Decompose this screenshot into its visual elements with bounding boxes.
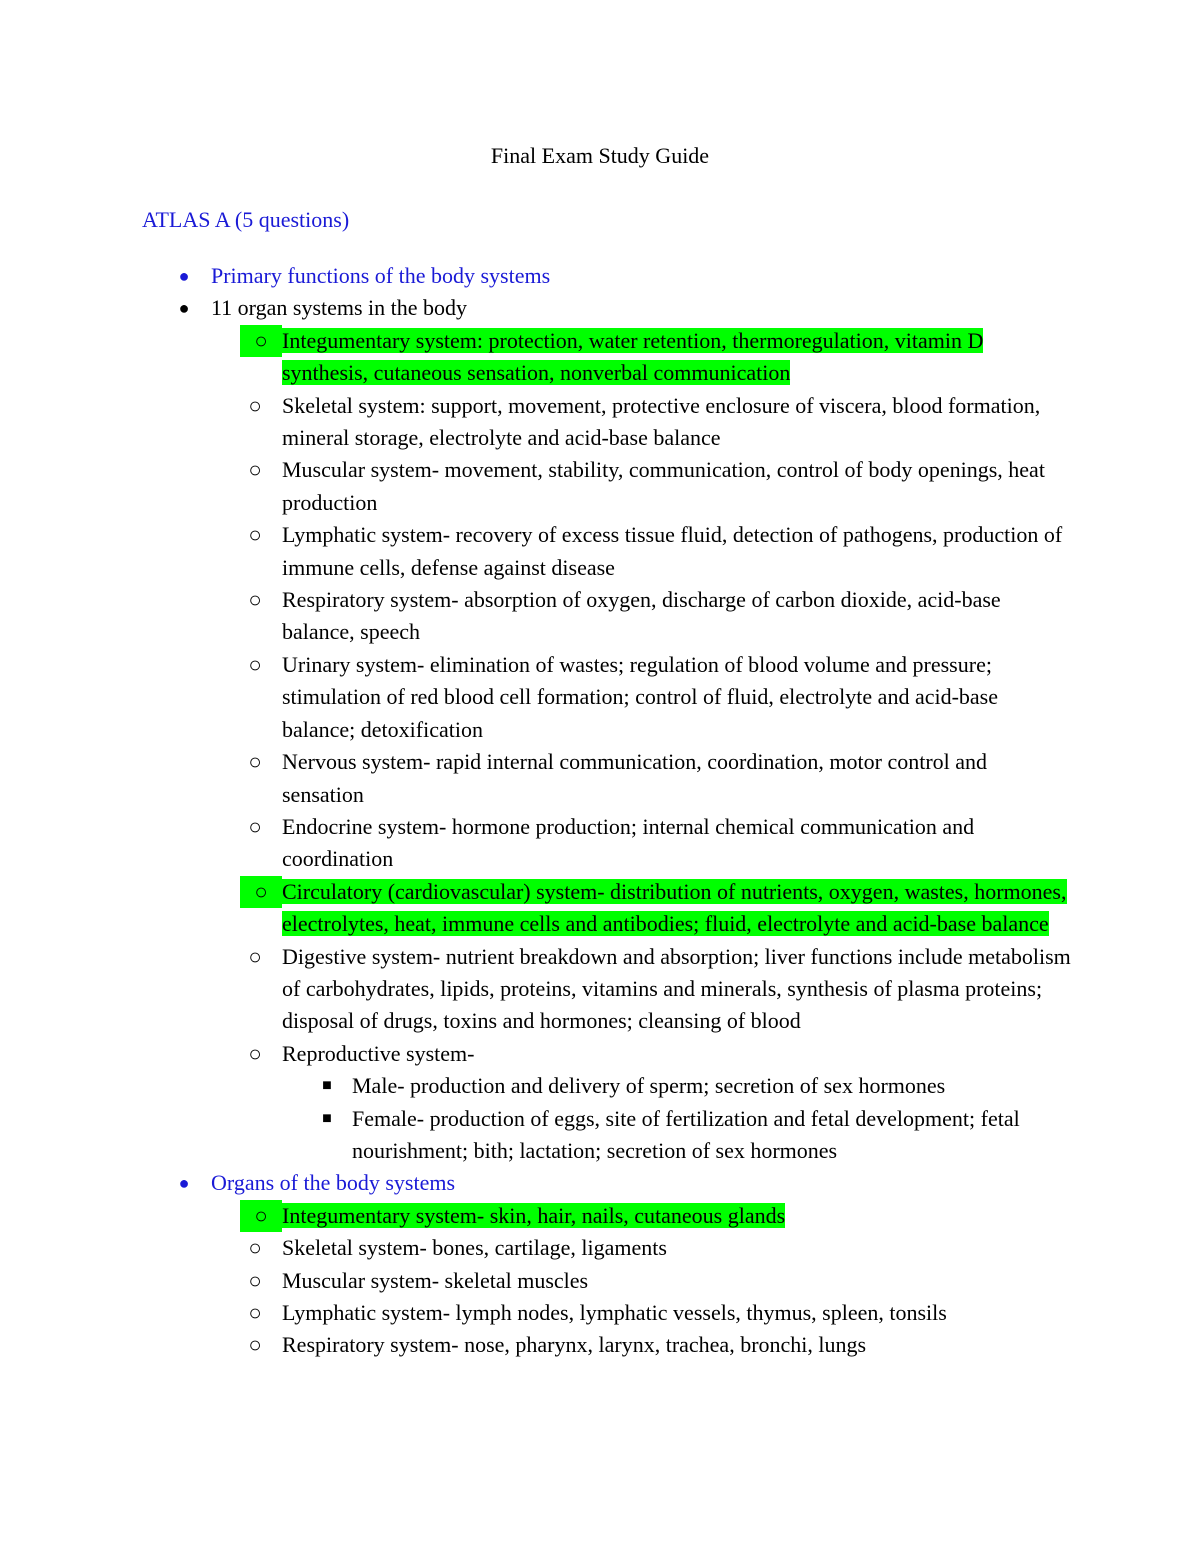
list-item bbox=[0, 1070, 1052, 1102]
bullet-icon: ○ bbox=[248, 522, 262, 548]
list-item-text: Integumentary system- skin, hair, nails, cutaneous glands bbox=[282, 1202, 786, 1228]
list-item bbox=[0, 1265, 1072, 1297]
list-item bbox=[0, 811, 1072, 876]
list-item-text: Endocrine system- hormone production; internal chemical communication and coordination bbox=[282, 813, 975, 872]
list-item bbox=[0, 876, 1072, 941]
section-heading: ATLAS A (5 questions) bbox=[142, 207, 350, 232]
bullet-icon: ○ bbox=[248, 749, 262, 775]
list-item-text: Reproductive system- bbox=[282, 1040, 475, 1066]
bullet-icon: ○ bbox=[248, 1300, 262, 1325]
list-item-text: Lymphatic system- lymph nodes, lymphatic vessels, thymus, spleen, tonsils bbox=[282, 1300, 947, 1325]
list-item-text: Skeletal system: support, movement, protective enclosure of viscera, blood formation, mineral storage, electrolyte and acid-base balance bbox=[282, 392, 1041, 451]
list-item bbox=[0, 1297, 1072, 1329]
bullet-icon: ○ bbox=[248, 457, 262, 483]
list-item bbox=[0, 390, 1072, 455]
bullet-icon: ■ bbox=[322, 1077, 332, 1095]
bullet-icon: ○ bbox=[240, 325, 282, 357]
list-item bbox=[0, 260, 1071, 292]
list-item bbox=[0, 941, 1072, 1038]
list-item bbox=[0, 1329, 1072, 1361]
list-item bbox=[0, 1103, 1052, 1168]
list-item-text: Integumentary system: protection, water retention, thermoregulation, vitamin D synthesis, cutaneous sensation, nonverbal communication bbox=[282, 327, 984, 386]
bullet-icon: ○ bbox=[248, 943, 262, 969]
bullet-icon: ○ bbox=[248, 392, 262, 418]
list-item-text: Urinary system- elimination of wastes; regulation of blood volume and pressure; stimulation of red blood cell formation; control of fluid, electrolyte and acid-base balance; detoxification bbox=[282, 651, 998, 742]
list-item bbox=[0, 649, 1072, 746]
list-item bbox=[0, 584, 1072, 649]
list-item-text: Circulatory (cardiovascular) system- distribution of nutrients, oxygen, wastes, hormones, electrolytes, heat, immune cells and antibodies; fluid, electrolyte and acid-base balance bbox=[282, 878, 1067, 937]
bullet-icon: ○ bbox=[248, 1235, 262, 1261]
list-item bbox=[0, 519, 1072, 584]
bullet-icon: ○ bbox=[248, 587, 262, 613]
list-item bbox=[0, 1200, 1072, 1232]
list-item bbox=[0, 292, 1071, 324]
list-item-text: Lymphatic system- recovery of excess tissue fluid, detection of pathogens, production of immune cells, defense against disease bbox=[282, 522, 1063, 580]
list-item-text: Respiratory system- nose, pharynx, larynx, trachea, bronchi, lungs bbox=[282, 1332, 867, 1358]
list-item-text: Respiratory system- absorption of oxygen, discharge of carbon dioxide, acid-base balance, speech bbox=[282, 587, 1001, 645]
list-item bbox=[0, 746, 1072, 811]
list-item-text: Nervous system- rapid internal communication, coordination, motor control and sensation bbox=[282, 749, 988, 807]
list-item-text: Skeletal system- bones, cartilage, ligaments bbox=[282, 1235, 667, 1261]
list-item bbox=[0, 325, 1072, 390]
bullet-icon: ■ bbox=[322, 1109, 332, 1127]
list-item-text: Digestive system- nutrient breakdown and absorption; liver functions include metabolism of carbohydrates, lipids, proteins, vitamins and minerals, synthesis of plasma proteins; disposal of drugs, toxins and hormones; cleansing of blood bbox=[282, 943, 1071, 1034]
bullet-icon: ● bbox=[178, 266, 190, 286]
bullet-outline bbox=[0, 260, 1200, 1362]
bullet-icon: ○ bbox=[240, 1200, 282, 1232]
list-item-text: Male- production and delivery of sperm; secretion of sex hormones bbox=[352, 1073, 946, 1099]
bullet-icon: ○ bbox=[248, 651, 262, 677]
bullet-icon: ○ bbox=[248, 1267, 262, 1293]
list-item-text: Muscular system- movement, stability, communication, control of body openings, heat production bbox=[282, 457, 1045, 515]
bullet-icon: ○ bbox=[248, 1040, 262, 1066]
list-item bbox=[0, 1232, 1072, 1264]
bullet-icon: ● bbox=[178, 1173, 190, 1194]
list-item-text: Primary functions of the body systems bbox=[211, 263, 551, 288]
bullet-icon: ○ bbox=[248, 813, 262, 839]
list-item-text: Female- production of eggs, site of fertilization and fetal development; fetal nourishment; bith; lactation; secretion of sex hormones bbox=[352, 1105, 1020, 1163]
bullet-icon: ○ bbox=[248, 1332, 262, 1358]
list-item-text: 11 organ systems in the body bbox=[211, 295, 468, 321]
list-item bbox=[0, 454, 1072, 519]
list-item bbox=[0, 1167, 1071, 1199]
bullet-icon: ● bbox=[178, 298, 190, 319]
bullet-icon: ○ bbox=[240, 876, 282, 908]
list-item bbox=[0, 1038, 1072, 1070]
list-item-text: Muscular system- skeletal muscles bbox=[282, 1267, 589, 1293]
list-item-text: Organs of the body systems bbox=[211, 1170, 456, 1196]
document-title: Final Exam Study Guide bbox=[490, 143, 710, 168]
